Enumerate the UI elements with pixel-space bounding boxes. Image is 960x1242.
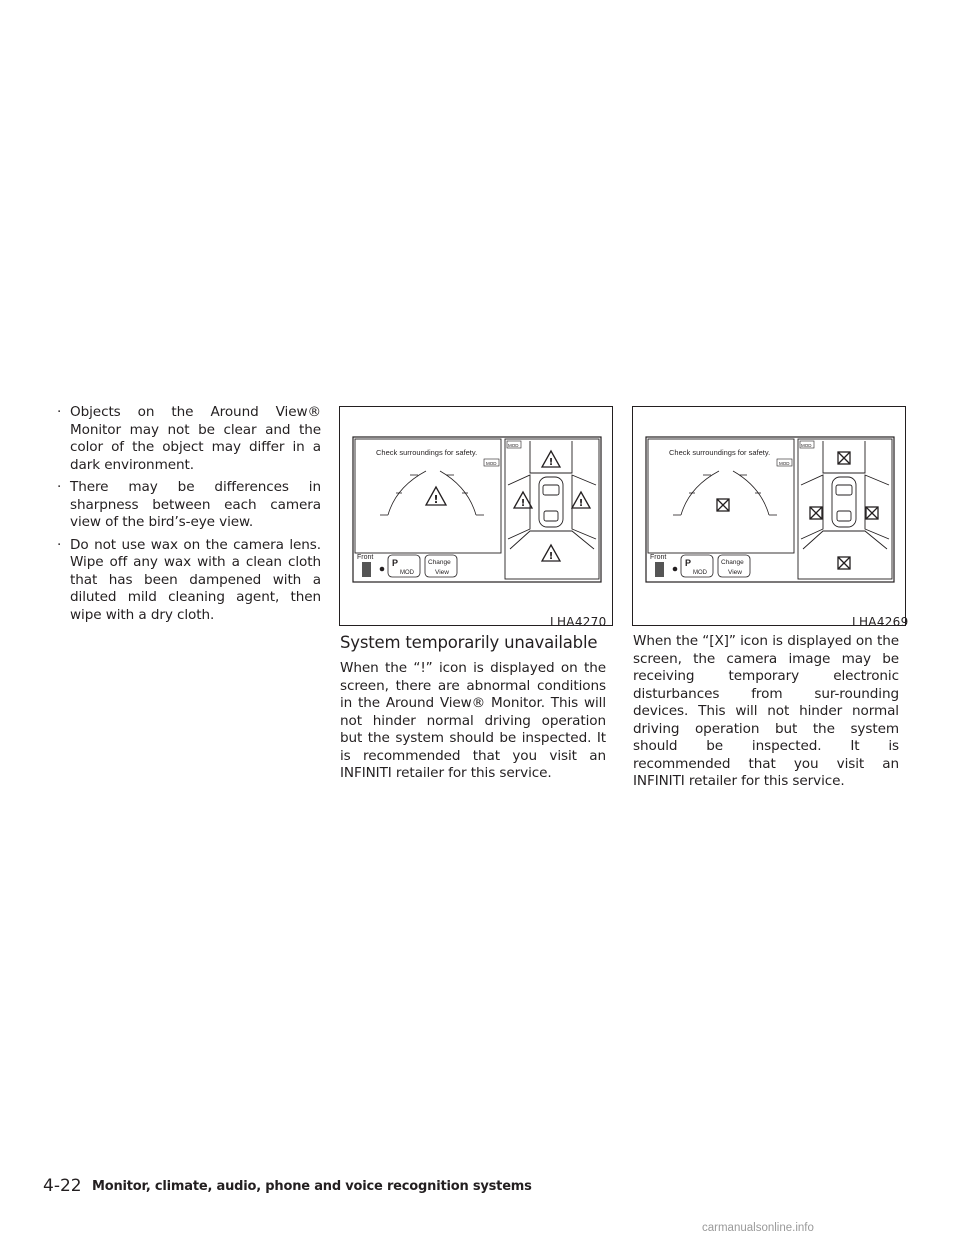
p-mod-label: MOD [400,570,414,576]
view-label: View [435,569,449,576]
warning-icon [542,545,560,562]
guide-lines [673,471,777,515]
svg-text:!: ! [548,551,554,562]
bullet-text: There may be differences in sharpness between each camera view of the bird’s-eye view. [70,479,321,530]
x-box-icon [866,507,878,519]
banner-text: Check surroundings for safety. [376,448,478,457]
figure-label: LHA4270 [550,615,607,629]
mod-tag: MOD [486,461,497,466]
bullet-marker: · [57,536,62,553]
figure-lha4270 [339,406,613,626]
svg-text:!: ! [520,498,526,509]
svg-text:MOD: MOD [508,443,519,448]
paragraph-warning-icon: When the “!” icon is displayed on the screen, there are abnormal conditions in the Around View® Monitor. This will not hinder normal driving operation but the system should be inspected. It is recommended that you visit an INFINITI retailer for this service. [340,660,606,781]
warning-icon [542,451,560,468]
bullet-item [57,479,321,532]
change-label: Change [428,559,451,566]
bullet-list [57,404,321,629]
paragraph-x-icon: When the “[X]” icon is displayed on the screen, the camera image may be receiving temporary electronic disturbances from sur-rounding devices. This will not hinder normal driving operation but the system should be inspected. It is recommended that you visit an INFINITI retailer for this service. [633,633,899,789]
front-label: Front [650,554,667,561]
warning-icon [572,492,590,509]
page-number: 4-22 [43,1176,82,1196]
watermark: carmanualsonline.info [702,1222,814,1234]
svg-text:!: ! [548,457,554,468]
bullet-item [57,537,321,625]
chapter-title: Monitor, climate, audio, phone and voice recognition systems [92,1179,532,1194]
warning-icon [426,487,446,506]
figure-label: LHA4269 [852,615,909,629]
p-mod-label: MOD [693,570,707,576]
x-box-icon [838,557,850,569]
figure-lha4269 [632,406,906,626]
bullet-marker: · [57,404,62,420]
front-label: Front [357,554,374,561]
x-box-icon [838,452,850,464]
around-view-screen-disturbance [633,407,905,625]
svg-text:P: P [685,558,692,568]
banner-text: Check surroundings for safety. [669,448,771,457]
around-view-screen-warning [340,407,612,625]
svg-text:!: ! [433,493,439,506]
bullet-text: Do not use wax on the camera lens. Wipe off any wax with a clean cloth that has been dampened with a diluted mild cleaning agent, then wipe with a dry cloth. [70,536,321,623]
change-label: Change [721,559,744,566]
x-box-icon [717,499,729,511]
view-label: View [728,569,742,576]
bullet-item [57,404,321,474]
bullet-text: Objects on the Around View® Monitor may not be clear and the color of the object may differ in a dark environment. [70,404,321,473]
warning-icon [514,492,532,509]
svg-text:P: P [392,558,399,568]
svg-text:MOD: MOD [801,443,812,448]
x-box-icon [810,507,822,519]
section-heading: System temporarily unavailable [340,633,598,652]
bullet-marker: · [57,479,62,495]
mod-tag: MOD [779,461,790,466]
svg-text:!: ! [578,498,584,509]
